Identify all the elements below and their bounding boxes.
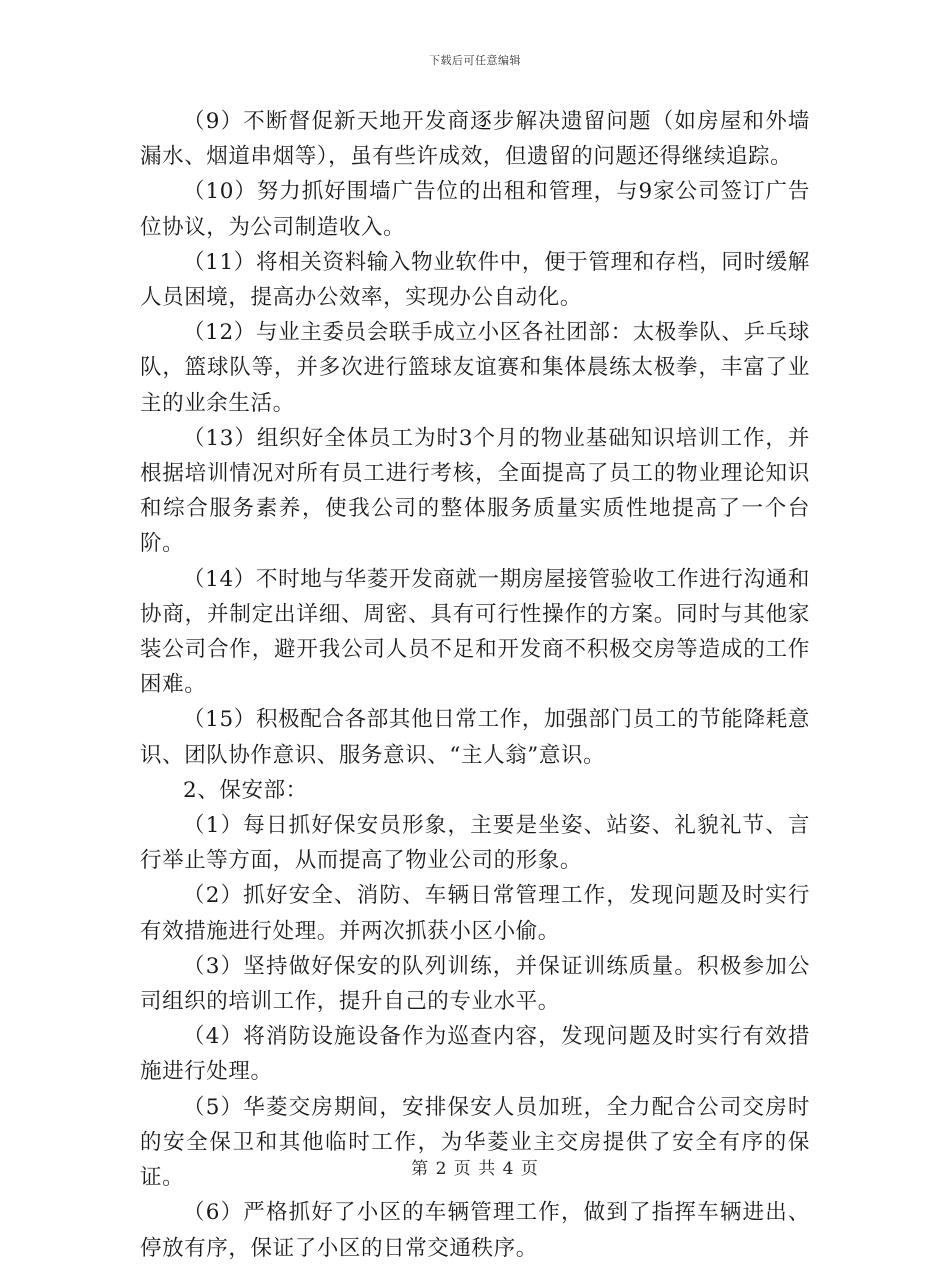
section-heading-security: 2、保安部： [183, 777, 308, 803]
paragraph-item-13: （13）组织好全体员工为时3个月的物业基础知识培训工作，并根据培训情况对所有员工进行考核，全面提高了员工的物业理论知识和综合服务素养，使我公司的整体服务质量实质性地提高了一个台阶。 [140, 425, 810, 557]
paragraph-item-12: （12）与业主委员会联手成立小区各社团部：太极拳队、乒乓球队，篮球队等，并多次进行篮球友谊赛和集体晨练太极拳，丰富了业主的业余生活。 [140, 320, 810, 416]
paragraph-item-14: （14）不时地与华菱开发商就一期房屋接管验收工作进行沟通和协商，并制定出详细、周密、具有可行性操作的方案。同时与其他家装公司合作，避开我公司人员不足和开发商不积极交房等造成的工作困难。 [140, 566, 810, 698]
page-number: 第 2 页 共 4 页 [411, 1159, 539, 1179]
security-item-3: （3）坚持做好保安的队列训练，并保证训练质量。积极参加公司组织的培训工作，提升自己的专业水平。 [140, 953, 810, 1015]
paragraph-item-11: （11）将相关资料输入物业软件中，便于管理和存档，同时缓解人员困境，提高办公效率，实现办公自动化。 [140, 249, 810, 311]
document-body [140, 104, 810, 1266]
paragraph-item-15: （15）积极配合各部其他日常工作，加强部门员工的节能降耗意识、团队协作意识、服务意识、“主人翁”意识。 [140, 707, 810, 768]
page-header: 下载后可任意编辑 [429, 54, 521, 67]
security-item-5: （5）华菱交房期间，安排保安人员加班，全力配合公司交房时的安全保卫和其他临时工作，为华菱业主交房提供了安全有序的保证。 [140, 1094, 810, 1191]
paragraph-item-10: （10）努力抓好围墙广告位的出租和管理，与9家公司签订广告位协议，为公司制造收入。 [140, 179, 810, 240]
security-item-6: （6）严格抓好了小区的车辆管理工作，做到了指挥车辆进出、停放有序，保证了小区的日常交通秩序。 [140, 1200, 810, 1261]
paragraph-item-9: （9）不断督促新天地开发商逐步解决遗留问题（如房屋和外墙漏水、烟道串烟等），虽有些许成效，但遗留的问题还得继续追踪。 [140, 109, 810, 170]
security-item-4: （4）将消防设施设备作为巡查内容，发现问题及时实行有效措施进行处理。 [140, 1024, 810, 1085]
security-item-2: （2）抓好安全、消防、车辆日常管理工作，发现问题及时实行有效措施进行处理。并两次抓获小区小偷。 [140, 883, 810, 944]
security-item-1: （1）每日抓好保安员形象，主要是坐姿、站姿、礼貌礼节、言行举止等方面，从而提高了物业公司的形象。 [140, 813, 810, 874]
